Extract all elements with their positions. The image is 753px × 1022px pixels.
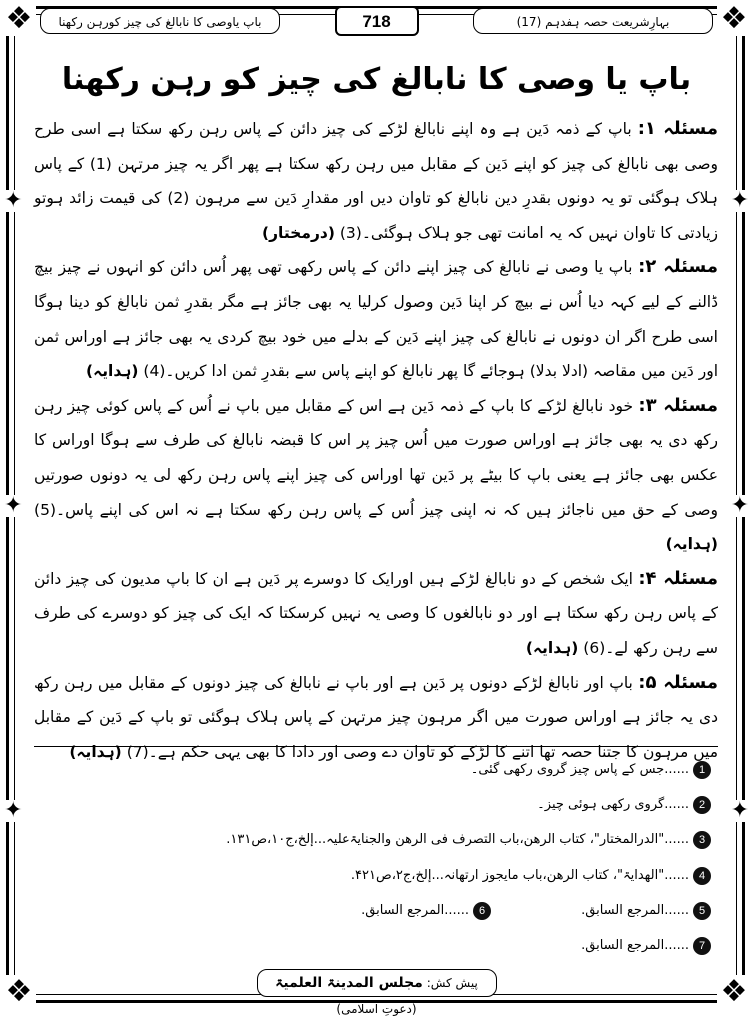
masala-3 bbox=[34, 389, 718, 562]
page-header bbox=[40, 6, 713, 36]
masala-text: ایک شخص کے دو نابالغ لڑکے ہیں اورایک کا دوسرے پر دَین ہے ان کا باپ مدیون کی چیز دائن کے پاس رہن رکھ سکتا ہے اور دو نابالغوں کا وصی یہ نہیں کرسکتا کہ ایک کی چیز کو دوسرے کی طرف سے رہن رکھ لے۔(6) bbox=[34, 569, 718, 657]
masala-label: مسئلہ ۵: bbox=[638, 671, 718, 693]
section-title: باپ یا وصی کا نابالغ کی چیز کو رہن رکھنا bbox=[61, 62, 692, 97]
footnote-item bbox=[581, 899, 711, 923]
ornament-edge-icon: ✦ bbox=[730, 493, 749, 518]
page-footer bbox=[257, 969, 497, 1016]
masala-text: باپ یا وصی نے نابالغ کی چیز اپنے دائن کے پاس رکھی تھی پھر اُس دائن کو انہوں نے چیز بیچ ڈالنے کے لیے کہہ دیا اُس نے بیچ کر اپنا دَین وصول کرلیا یہ بھی جائز ہے مگر بقدرِ ثمن نابالغ کو دینا ہوگا اسی طرح اگر ان دونوں نے نابالغ کی چیز اپنے دَین کے بدلے میں خود بیچ کردی یہ بھی جائز ہے اوراس ثمن اور دَین میں مقاصہ (ادلا بدلا) ہوجائے گا پھر نابالغ کو اپنے پاس سے بقدرِ ثمن ادا کریں۔(4) bbox=[34, 258, 718, 381]
footnote-text: ......"الھدایۃ"، کتاب الرھن،باب مایجوز ارتھانہ...إلخ،ج۲،ص۴۲۱. bbox=[350, 868, 689, 883]
footnote-text: ......گروی رکھی ہوئی چیز۔ bbox=[537, 797, 689, 812]
header-chapter-title: باپ یاوصی کا نابالغ کی چیز کورہن رکھنا bbox=[40, 8, 280, 34]
footnote bbox=[51, 758, 711, 782]
footnote-item bbox=[361, 899, 491, 923]
ornament-corner-icon: ❖ bbox=[2, 2, 36, 36]
ornament-corner-icon: ❖ bbox=[2, 975, 36, 1009]
ornament-edge-icon: ✦ bbox=[4, 188, 23, 213]
filled-circle-number-icon: 5 bbox=[693, 902, 711, 920]
masala-reference: (ہدایہ) bbox=[665, 535, 718, 554]
ornament-corner-icon: ❖ bbox=[717, 2, 751, 36]
footer-suffix: (دعوتِ اسلامی) bbox=[336, 1002, 417, 1016]
footnote-divider bbox=[34, 746, 718, 747]
footnote-text: ......المرجع السابق. bbox=[581, 903, 689, 918]
ornament-corner-icon: ❖ bbox=[717, 975, 751, 1009]
filled-circle-number-icon: 4 bbox=[693, 867, 711, 885]
footer-prefix: پیش کش: bbox=[426, 976, 478, 990]
filled-circle-number-icon: 3 bbox=[693, 831, 711, 849]
filled-circle-number-icon: 6 bbox=[473, 902, 491, 920]
masala-text: خود نابالغ لڑکے کا باپ کے ذمہ دَین ہے اس کے مقابل میں باپ نے اُس کے پاس کوئی چیز رہن رکھ دی یہ بھی جائز ہے اوراس صورت میں اُس چیز پر اس کا قبضہ نابالغ کی طرف سے ہوگا اوراس کا عکس بھی جائز ہے یعنی باپ کا بیٹے پر دَین تھا اوراس کی چیز اپنے پاس رہن رکھ لی یہ دونوں صورتیں وصی کے حق میں ناجائز ہیں کہ نہ اپنی چیز اُس کے پاس رہن رکھ سکتا ہے نہ اس کی اپنے پاس۔(5) bbox=[34, 396, 718, 519]
masala-text: باپ کے ذمہ دَین ہے وہ اپنے نابالغ لڑکے کی چیز دائن کے پاس رہن رکھ سکتا ہے اسی طرح وصی بھی نابالغ کی چیز کو اپنے دَین کے مقابل میں رہن رکھ سکتا ہے پھر اگر یہ چیز مرتہن (1) کے پاس ہلاک ہوگئی تو یہ دونوں بقدرِ دین نابالغ کو تاوان دیں اور مقدارِ دَین سے مرہون (2) کی قیمت زائد ہوتو زیادتی کا تاوان نہیں کہ یہ امانت تھی جو ہلاک ہوگئی۔(3) bbox=[34, 120, 718, 242]
ornament-edge-icon: ✦ bbox=[4, 493, 23, 518]
footnote-text: ......المرجع السابق. bbox=[581, 938, 689, 953]
main-text bbox=[34, 112, 718, 769]
footnote-text: ......المرجع السابق. bbox=[361, 903, 469, 918]
footnote bbox=[51, 793, 711, 817]
masala-4 bbox=[34, 562, 718, 666]
masala-reference: (درمختار) bbox=[262, 223, 335, 242]
masala-reference: (ہدایہ) bbox=[86, 362, 139, 381]
filled-circle-number-icon: 1 bbox=[693, 761, 711, 779]
footnote-text: ......جس کے پاس چیز گروی رکھی گئی۔ bbox=[470, 762, 689, 777]
masala-label: مسئلہ ۲: bbox=[638, 256, 718, 278]
masala-reference: (ہدایہ) bbox=[69, 742, 122, 761]
footnote-text: ......"الدرالمختار"، کتاب الرھن،باب التصرف فی الرھن والجنایۃعلیہ...إلخ،ج۱۰،ص۱۳۱. bbox=[226, 832, 689, 847]
page-number: 718 bbox=[335, 6, 419, 36]
masala-label: مسئلہ ۴: bbox=[638, 567, 718, 589]
masala-2 bbox=[34, 250, 718, 388]
masala-label: مسئلہ ۳: bbox=[638, 394, 718, 416]
filled-circle-number-icon: 7 bbox=[693, 937, 711, 955]
masala-5 bbox=[34, 666, 718, 770]
ornament-edge-icon: ✦ bbox=[4, 798, 23, 823]
footnote bbox=[51, 828, 711, 852]
masala-text: باپ اور نابالغ لڑکے دونوں پر دَین ہے اور باپ نے نابالغ کی چیز دونوں کے مقابل میں رہن رکھ دی یہ جائز ہے اوراس صورت میں اگر مرہون چیز مرتہن کے پاس ہلاک ہوگئی تو باپ کے دَین کے مقابل میں مرہون کا جتنا حصہ تھا اتنے کا لڑکے کو تاوان دے وصی اور دادا کا بھی یہی حکم ہے۔(7) bbox=[34, 673, 718, 761]
ornament-edge-icon: ✦ bbox=[730, 798, 749, 823]
footnote bbox=[51, 864, 711, 888]
ornament-edge-icon: ✦ bbox=[730, 188, 749, 213]
header-book-title: بہارِشریعت حصہ ہفدہم (17) bbox=[473, 8, 713, 34]
footnote bbox=[51, 899, 711, 923]
footnote bbox=[51, 934, 711, 958]
masala-label: مسئلہ ۱: bbox=[637, 118, 718, 139]
masala-reference: (ہدایہ) bbox=[525, 638, 579, 657]
footer-org: مجلس المدینۃ العلمیۃ bbox=[275, 975, 423, 991]
filled-circle-number-icon: 2 bbox=[693, 796, 711, 814]
masala-1 bbox=[34, 112, 718, 250]
